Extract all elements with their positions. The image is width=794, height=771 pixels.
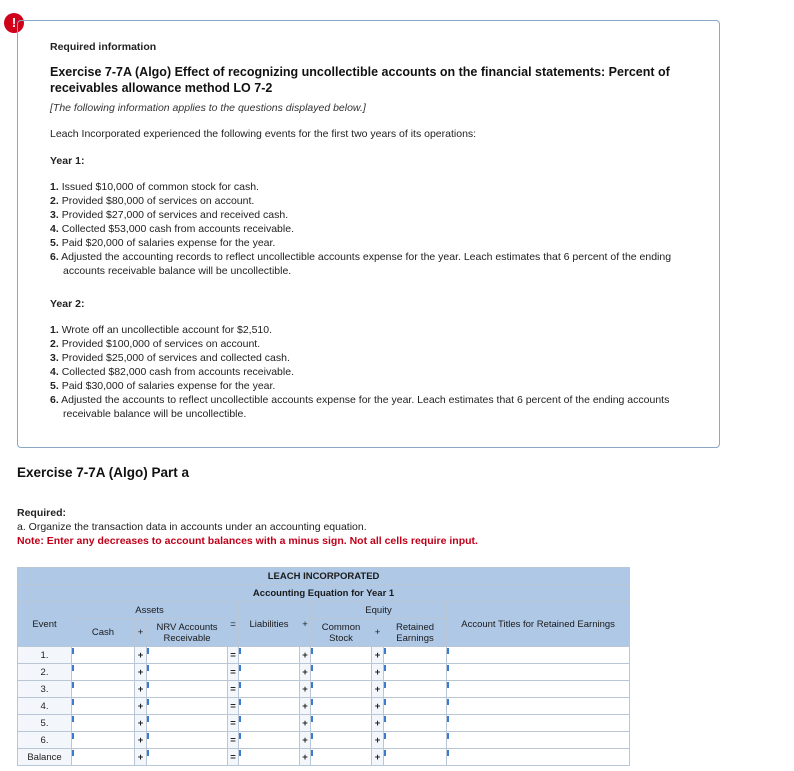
retained-earnings-input[interactable] [384,647,447,664]
common-stock-input[interactable] [311,732,372,749]
list-item: 1. Wrote off an uncollectible account for $2,510. [50,324,273,336]
equals-sign: = [228,732,239,749]
plus-sign: + [135,647,147,664]
list-item: 6. Adjusted the accounting records to reflect uncollectible accounts expense for the year. Leach estimates that 6 percent of the ending accounts receivable balance will be uncollectible. [50,251,672,277]
event-cell: 5. [18,715,72,732]
assets-header: Assets [72,602,228,619]
list-item: 4. Collected $82,000 cash from accounts receivable. [50,366,294,378]
plus-sign: + [300,664,311,681]
cash-input[interactable] [72,732,135,749]
common-stock-input[interactable] [311,698,372,715]
account-title-input[interactable] [447,664,630,681]
cash-input[interactable] [72,698,135,715]
plus-sign: + [300,681,311,698]
equals-sign: = [228,698,239,715]
retained-earnings-input[interactable] [384,681,447,698]
liabilities-header: Liabilities [239,602,300,647]
cash-input[interactable] [72,715,135,732]
retained-earnings-input[interactable] [384,698,447,715]
nrv-receivable-input[interactable] [147,647,228,664]
table-row [18,732,630,749]
exercise-title: Exercise 7-7A (Algo) Effect of recognizing uncollectible accounts on the financial statements: Percent of receivables allowance method LO 7-2 [50,65,670,95]
plus-sign: + [300,647,311,664]
event-cell: 3. [18,681,72,698]
plus-sign: + [135,732,147,749]
instruction-text: a. Organize the transaction data in accounts under an accounting equation. [17,521,367,533]
nrv-receivable-input[interactable] [147,715,228,732]
nrv-receivable-input[interactable] [147,698,228,715]
accounting-equation-table [17,567,629,766]
list-item: 2. Provided $80,000 of services on account. [50,195,255,207]
plus-sign: + [372,749,384,766]
liabilities-input[interactable] [239,715,300,732]
liabilities-input[interactable] [239,647,300,664]
cash-input[interactable] [72,664,135,681]
year1-events [50,180,690,278]
event-cell: 4. [18,698,72,715]
plus-sign: + [135,664,147,681]
retained-earnings-input[interactable] [384,715,447,732]
equals-sign: = [228,681,239,698]
plus-sign: + [300,732,311,749]
table-row [18,681,630,698]
plus-sign: + [135,749,147,766]
cash-header: Cash [72,619,135,647]
equals-sign: = [228,647,239,664]
input-note: Note: Enter any decreases to account balances with a minus sign. Not all cells require input. [17,535,478,547]
account-title-input[interactable] [447,647,630,664]
account-title-input[interactable] [447,715,630,732]
event-cell: Balance [18,749,72,766]
plus-sign: + [372,698,384,715]
plus-sign: + [135,715,147,732]
list-item: 2. Provided $100,000 of services on account. [50,338,261,350]
plus-sign: + [372,715,384,732]
nrv-receivable-input[interactable] [147,749,228,766]
year2-events [50,323,690,421]
common-stock-input[interactable] [311,749,372,766]
intro-text: Leach Incorporated experienced the following events for the first two years of its operations: [50,128,477,140]
alert-icon: ! [4,13,24,33]
event-cell: 1. [18,647,72,664]
list-item: 5. Paid $20,000 of salaries expense for the year. [50,237,276,249]
table-row [18,749,630,766]
liabilities-input[interactable] [239,749,300,766]
account-title-input[interactable] [447,749,630,766]
plus-sign: + [372,647,384,664]
retained-earnings-input[interactable] [384,664,447,681]
year1-label: Year 1: [50,155,85,167]
table-row [18,664,630,681]
common-stock-input[interactable] [311,647,372,664]
table-row [18,647,630,664]
common-stock-input[interactable] [311,715,372,732]
liabilities-input[interactable] [239,664,300,681]
table-row [18,698,630,715]
plus-sign: + [372,664,384,681]
common-stock-input[interactable] [311,681,372,698]
table-row [18,715,630,732]
plus-sign: + [135,698,147,715]
retained-earnings-header: Retained Earnings [384,619,447,647]
plus-sign: + [300,715,311,732]
equals-sign: = [228,749,239,766]
equals-sign: = [228,715,239,732]
required-information-panel [17,20,720,448]
event-cell: 6. [18,732,72,749]
nrv-receivable-header: NRV Accounts Receivable [147,619,228,647]
account-title-input[interactable] [447,681,630,698]
plus-sign: + [135,681,147,698]
year2-label: Year 2: [50,298,85,310]
account-titles-header: Account Titles for Retained Earnings [447,602,630,647]
liabilities-input[interactable] [239,698,300,715]
plus-sign: + [300,698,311,715]
liabilities-input[interactable] [239,681,300,698]
part-title: Exercise 7-7A (Algo) Part a [17,465,190,480]
cash-input[interactable] [72,681,135,698]
required-information-heading: Required information [50,41,157,53]
cash-input[interactable] [72,647,135,664]
plus-sign: + [372,732,384,749]
nrv-receivable-input[interactable] [147,681,228,698]
plus-sign: + [135,619,147,647]
liabilities-input[interactable] [239,732,300,749]
table-subtitle: Accounting Equation for Year 1 [18,585,630,602]
list-item: 6. Adjusted the accounts to reflect uncollectible accounts expense for the year. Leach estimates that 6 percent of the ending accounts receivable balance will be uncollectible. [50,394,670,420]
list-item: 1. Issued $10,000 of common stock for cash. [50,181,259,193]
retained-earnings-input[interactable] [384,732,447,749]
list-item: 4. Collected $53,000 cash from accounts receivable. [50,223,294,235]
required-label: Required: [17,507,67,519]
common-stock-header: Common Stock [311,619,372,647]
cash-input[interactable] [72,749,135,766]
plus-sign: + [372,681,384,698]
event-header: Event [18,602,72,647]
common-stock-input[interactable] [311,664,372,681]
nrv-receivable-input[interactable] [147,664,228,681]
equals-sign: = [228,602,239,647]
nrv-receivable-input[interactable] [147,732,228,749]
event-cell: 2. [18,664,72,681]
list-item: 3. Provided $27,000 of services and received cash. [50,209,289,221]
plus-sign: + [300,602,311,647]
applies-note: [The following information applies to the questions displayed below.] [50,102,366,114]
equals-sign: = [228,664,239,681]
list-item: 3. Provided $25,000 of services and collected cash. [50,352,290,364]
account-title-input[interactable] [447,732,630,749]
account-title-input[interactable] [447,698,630,715]
plus-sign: + [300,749,311,766]
plus-sign: + [372,619,384,647]
equity-header: Equity [311,602,447,619]
list-item: 5. Paid $30,000 of salaries expense for the year. [50,380,276,392]
company-title: LEACH INCORPORATED [18,568,630,585]
retained-earnings-input[interactable] [384,749,447,766]
required-section [17,506,478,548]
